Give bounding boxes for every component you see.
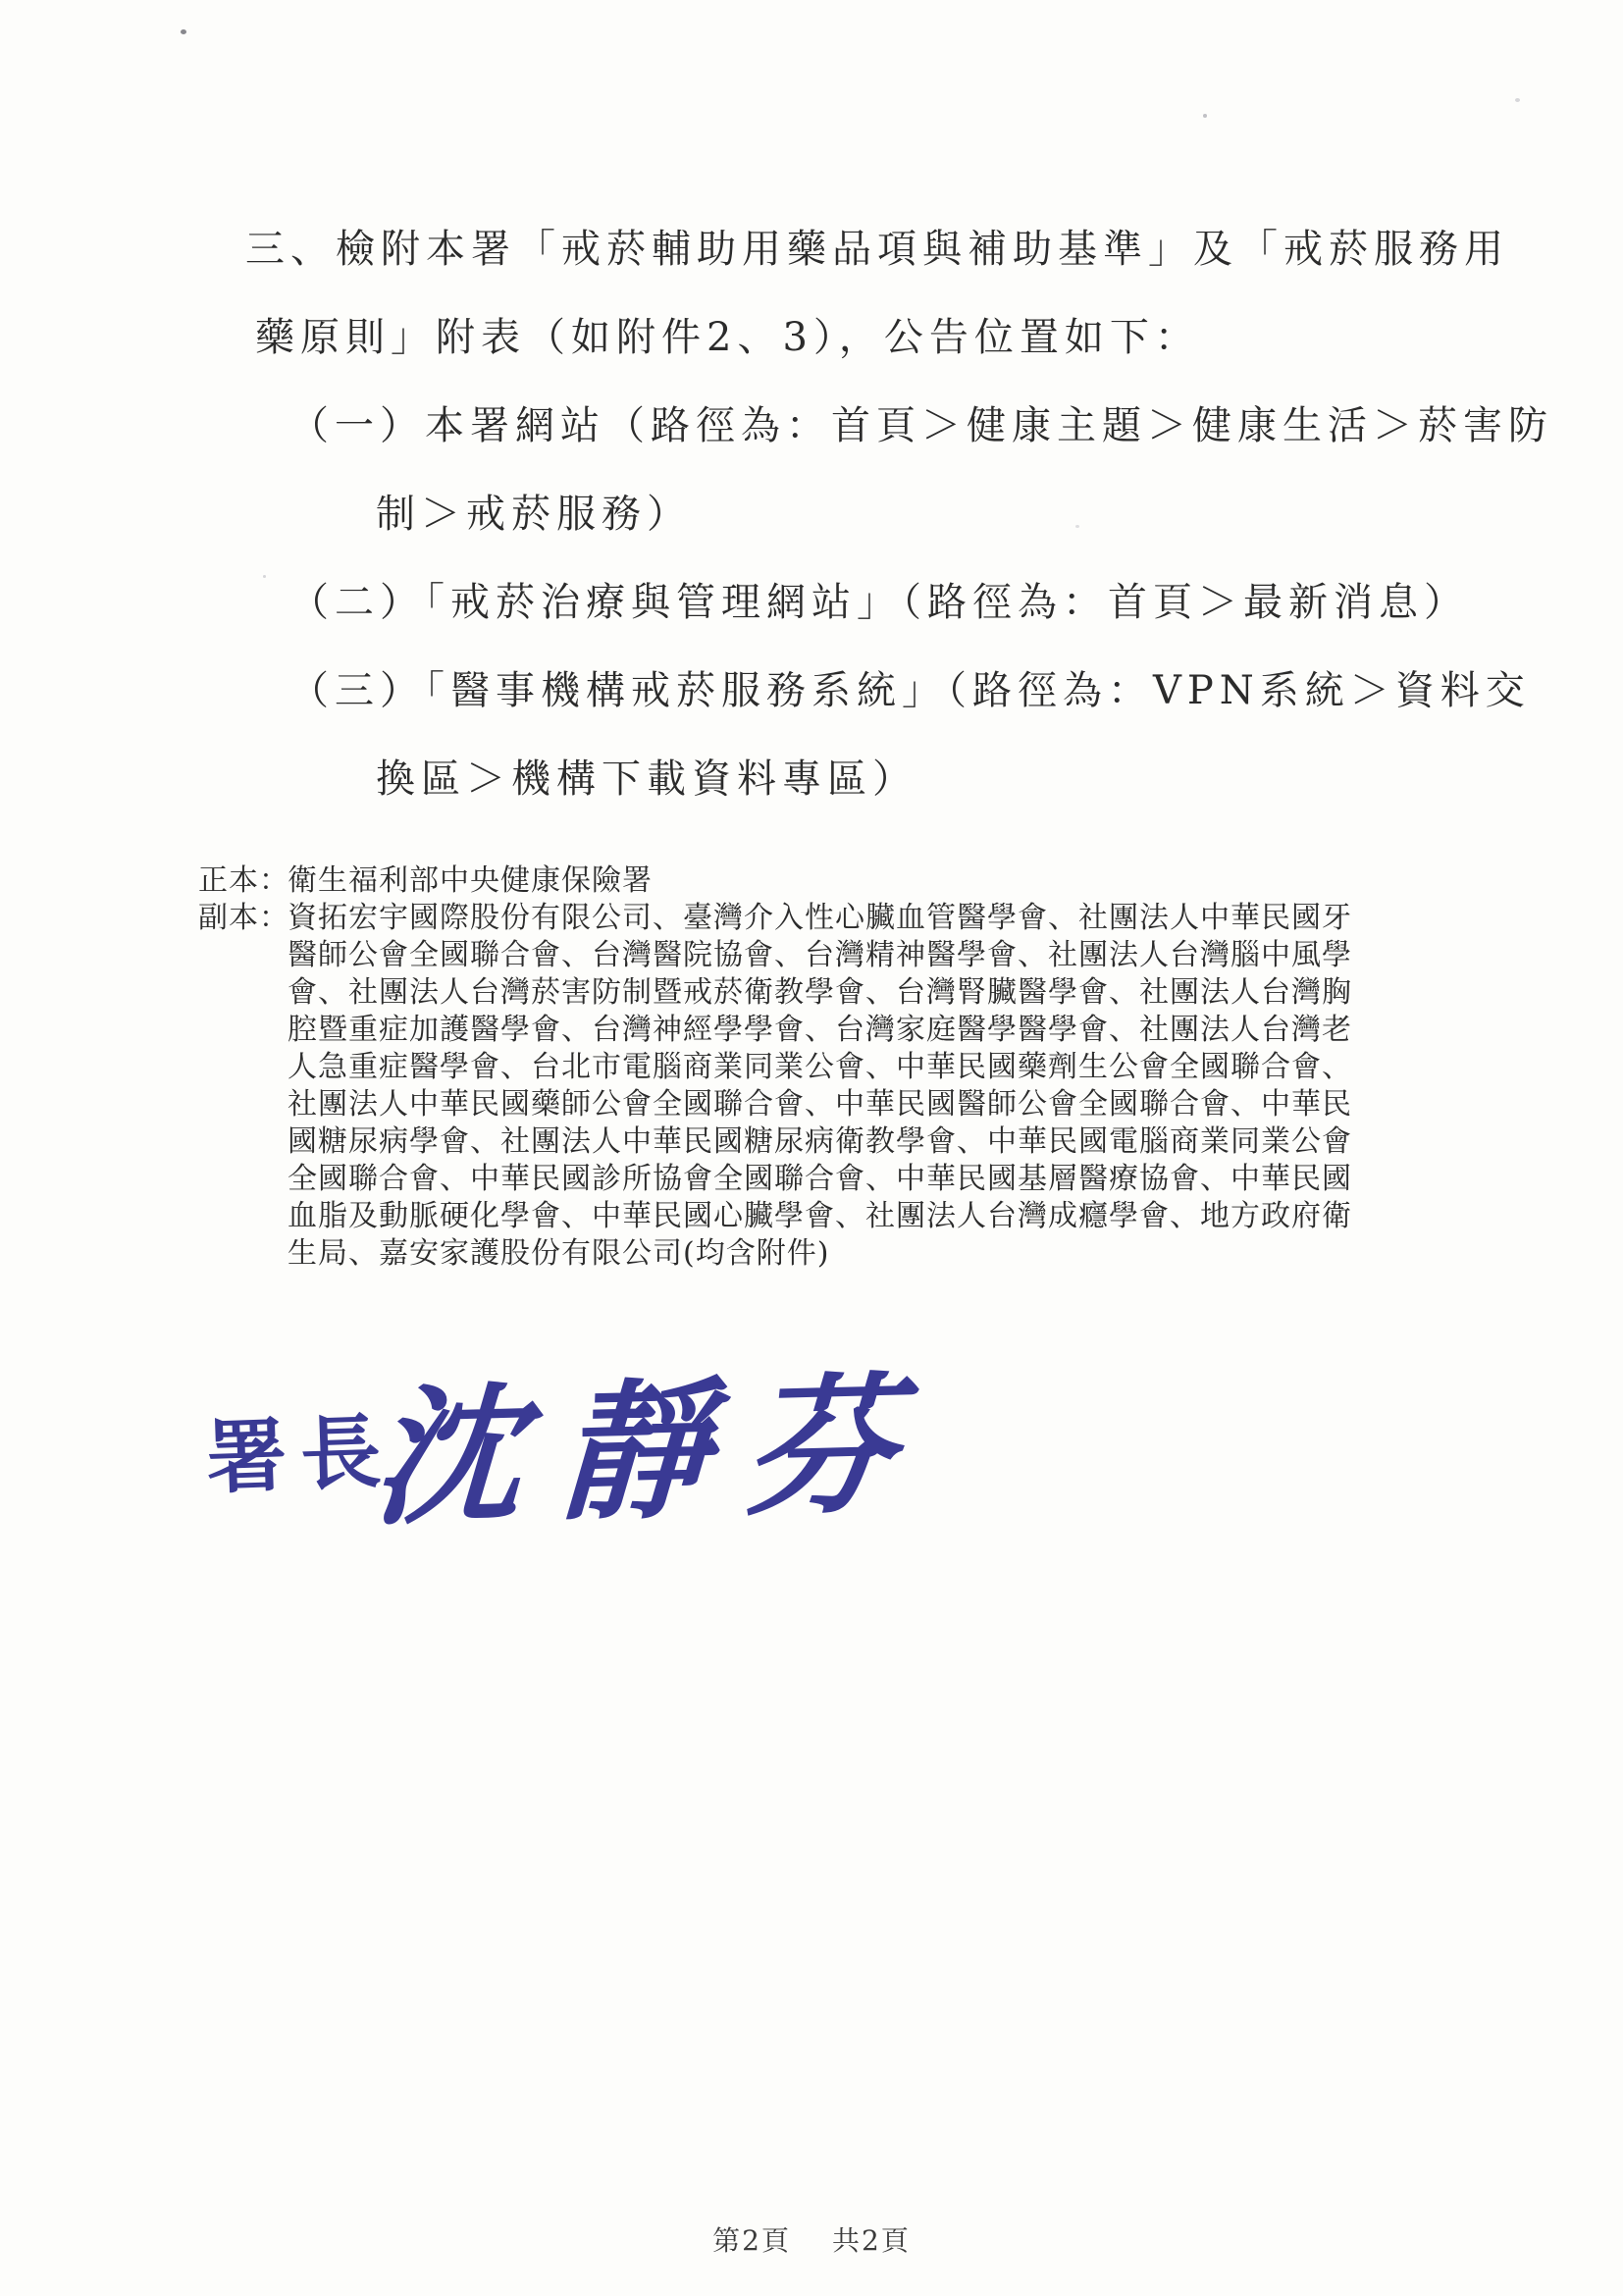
cc-copy-label: 副本： <box>198 901 289 935</box>
cc-recipients-line: 會、社團法人台灣菸害防制暨戒菸衛教學會、台灣腎臟醫學會、社團法人台灣胸 <box>288 975 1352 1010</box>
signature-name: 沈靜芬 <box>368 1355 936 1546</box>
scan-speckle <box>1203 114 1207 118</box>
cc-recipients-line: 資拓宏宇國際股份有限公司、臺灣介入性心臟血管醫學會、社團法人中華民國牙 <box>288 901 1352 935</box>
paragraph-line: 三、檢附本署「戒菸輔助用藥品項與補助基準」及「戒菸服務用 <box>245 227 1509 272</box>
cc-recipients-line: 全國聯合會、中華民國診所協會全國聯合會、中華民國基層醫療協會、中華民國 <box>288 1162 1352 1196</box>
cc-recipients-line: 生局、嘉安家護股份有限公司(均含附件) <box>288 1236 830 1271</box>
cc-recipients-line: 社團法人中華民國藥師公會全國聯合會、中華民國醫師公會全國聯合會、中華民 <box>288 1087 1352 1122</box>
signature-title: 署長 <box>204 1404 396 1506</box>
paragraph-line: 制＞戒菸服務） <box>376 492 692 537</box>
scan-speckle <box>1515 98 1520 102</box>
page-number: 第2頁 <box>712 2224 791 2257</box>
scan-speckle <box>263 575 266 578</box>
cc-recipients-line: 血脂及動脈硬化學會、中華民國心臟學會、社團法人台灣成癮學會、地方政府衛 <box>288 1199 1352 1233</box>
cc-recipients-line: 腔暨重症加護醫學會、台灣神經學學會、台灣家庭醫學醫學會、社團法人台灣老 <box>288 1013 1352 1047</box>
paragraph-line: （三）「醫事機構戒菸服務系統」（路徑為：VPN系統＞資料交 <box>289 668 1531 713</box>
page-total: 共2頁 <box>832 2224 911 2257</box>
paragraph-line: 藥原則」附表（如附件2、3），公告位置如下： <box>255 315 1200 360</box>
cc-recipients-line: 人急重症醫學會、台北市電腦商業同業公會、中華民國藥劑生公會全國聯合會、 <box>288 1050 1352 1084</box>
original-copy-recipient: 衛生福利部中央健康保險署 <box>288 863 653 898</box>
paragraph-line: 換區＞機構下載資料專區） <box>376 757 917 802</box>
cc-recipients-line: 醫師公會全國聯合會、台灣醫院協會、台灣精神醫學會、社團法人台灣腦中風學 <box>288 938 1352 972</box>
scan-speckle <box>1075 525 1079 528</box>
page-footer <box>0 2219 1623 2259</box>
scan-speckle <box>181 29 186 34</box>
original-copy-label: 正本： <box>198 863 289 898</box>
paragraph-line: （一）本署網站（路徑為：首頁＞健康主題＞健康生活＞菸害防 <box>289 403 1553 448</box>
cc-recipients-line: 國糖尿病學會、社團法人中華民國糖尿病衛教學會、中華民國電腦商業同業公會 <box>288 1124 1352 1159</box>
paragraph-line: （二）「戒菸治療與管理網站」（路徑為：首頁＞最新消息） <box>289 580 1469 625</box>
